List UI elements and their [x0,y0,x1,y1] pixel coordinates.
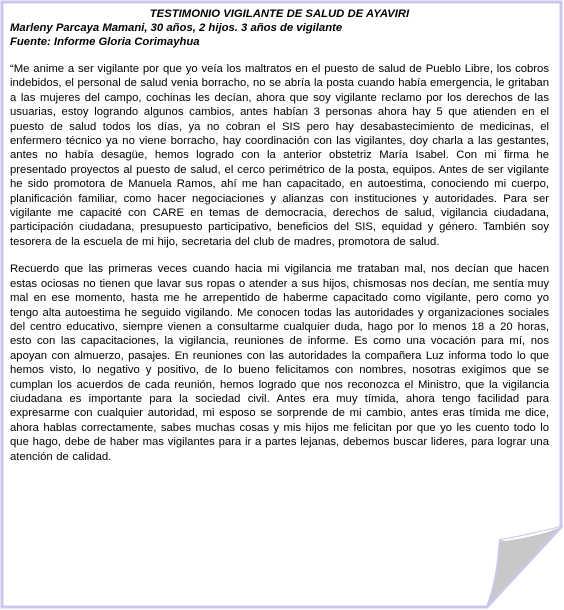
paragraph-1: “Me anime a ser vigilante por que yo veía los maltratos en el puesto de salud de Pueblo Libre, los cobros indebidos, el personal de salud venia borracho, no se abría la posta cuando había emergencia, le gritaban a las mujeres del campo, cochinas les decían, ahora que soy vigilante reclamo por los derechos de las usuarias, estoy logrando algunos cambios, antes habían 3 personas ahora hay 5 que atienden en el puesto de salud todos los días, ya no cobran el SIS pero hay desabastecimiento de medicinas, el enfermero técnico ya no viene borracho, hay coordinación con las vigilantes, doy charla a las gestantes, antes no había desagüe, hemos logrado con la anterior obstetriz María Isabel. Con mi firma he presentado proyectos al puesto de salud, el cerco perimétrico de la posta, equipos. Antes de ser vigilante he sido promotora de Manuela Ramos, ahí me han capacitado, en autoestima, conociendo mi cuerpo, planificación familiar, como hacer negociaciones y alianzas con instituciones y autoridades. Para ser vigilante me capacité con CARE en temas de democracia, derechos de salud, vigilancia ciudadana, participación ciudadana, presupuesto participativo, beneficios del SIS, equidad y género. También soy tesorera de la escuela de mi hijo, secretaria del club de madres, promotora de salud. [10,63,549,248]
document-body [10,7,549,464]
testimony-source: Fuente: Informe Gloria Corimayhua [10,36,200,48]
document-title: TESTIMONIO VIGILANTE DE SALUD DE AYAVIRI [149,8,410,20]
paragraph-2: Recuerdo que las primeras veces cuando hacia mi vigilancia me trataban mal, nos decían que hacen estas ociosas no tienen que lavar sus ropas o atender a sus hijos, chismosas nos decían, me sentía muy mal en ese momento, hasta me he arrepentido de haberme capacitado como vigilante, pero como yo tengo alta autoestima he seguido vigilando. Me conocen todas las autoridades y organizaciones sociales del centro educativo, siempre vienen a consultarme cualquier duda, hago por lo menos 18 a 20 horas, esto con las capacitaciones, la vigilancia, reuniones de informe. Es como una vocación para mí, nos apoyan con almuerzo, pasajes. En reuniones con las autoridades la compañera Luz informa todo lo que hemos visto, lo negativo y positivo, de lo bueno felicitamos con nombres, nosotras exigimos que se cumplan los acuerdos de cada reunión, hemos logrado que nos reconozca el Ministro, que la vigilancia ciudadana es importante para la sociedad civil. Antes era muy tímida, ahora tengo facilidad para expresarme con cualquier autoridad, mi esposo se sorprende de mi cambio, antes eras tímida me dice, ahora hablas correctamente, sabes muchas cosas y mis hijos me felicitan por que yo les cuento todo lo que hago, debe de haber mas vigilantes para ir a partes lejanas, debemos buscar lideres, para lograr una atención de calidad. [10,263,549,463]
testimony-subject: Marleny Parcaya Mamani, 30 años, 2 hijos. 3 años de vigilante [10,22,343,34]
